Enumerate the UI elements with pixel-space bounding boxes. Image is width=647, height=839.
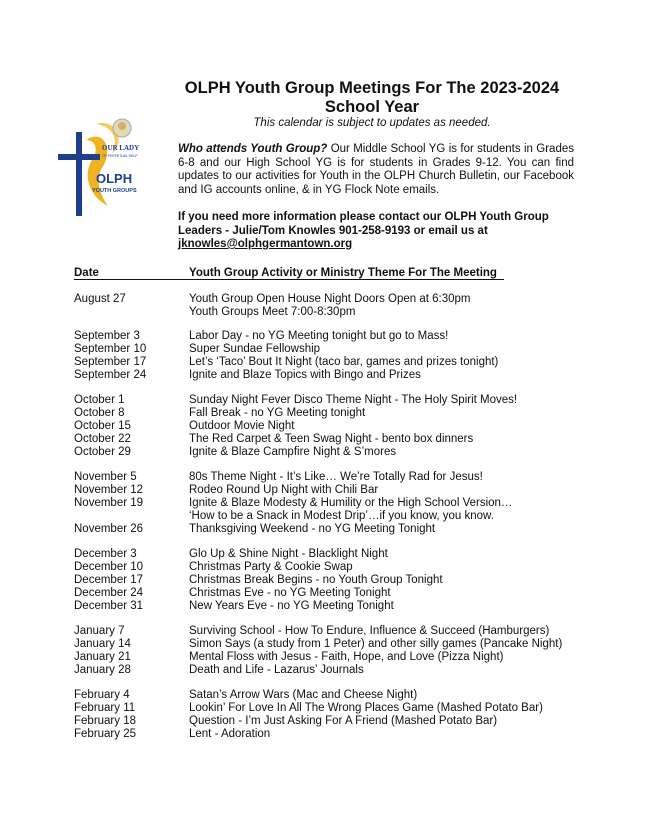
intro-lead: Who attends Youth Group?	[178, 143, 328, 155]
row-activity: Glo Up & Shine Night - Blacklight Night	[189, 548, 388, 560]
row-date: October 1	[74, 394, 125, 406]
row-date: September 3	[74, 330, 140, 342]
row-date: February 18	[74, 715, 137, 727]
row-activity: Lookin’ For Love In All The Wrong Places Game (Mashed Potato Bar)	[189, 702, 543, 714]
theme-column-header: Youth Group Activity or Ministry Theme For The Meeting	[189, 267, 497, 279]
logo-sub: YOUTH GROUPS	[92, 188, 137, 194]
row-activity: Surviving School - How To Endure, Influence & Succeed (Hamburgers)	[189, 625, 550, 637]
row-activity: Thanksgiving Weekend - no YG Meeting Tonight	[189, 523, 436, 535]
row-activity: Youth Group Open House Night Doors Open at 6:30pm	[189, 293, 471, 305]
intro-body: Our Middle School YG is for students in Grades 6-8 and our High School YG is for students in Grades 9-12. You can find updates to our activities for Youth in the OLPH Church Bulletin, our Facebook and IG accounts online, & in YG Flock Note emails.	[178, 143, 574, 196]
contact-email-link[interactable]: jknowles@olphgermantown.org	[178, 238, 353, 250]
row-date: October 29	[74, 446, 131, 458]
row-date: December 31	[74, 600, 144, 612]
row-date: February 25	[74, 728, 137, 740]
row-date: September 17	[74, 356, 147, 368]
row-date: December 17	[74, 574, 144, 586]
row-date: November 12	[74, 484, 144, 496]
row-activity: ‘How to be a Snack in Modest Drip’…if you know, you know.	[189, 510, 494, 522]
row-activity: 80s Theme Night - It’s Like… We’re Totally Rad for Jesus!	[189, 471, 483, 483]
row-activity: Ignite and Blaze Topics with Bingo and Prizes	[189, 369, 421, 381]
row-date: December 24	[74, 587, 144, 599]
row-date: January 28	[74, 664, 131, 676]
page-title: OLPH Youth Group Meetings For The 2023-2024 School Year	[184, 79, 560, 116]
row-activity: Super Sundae Fellowship	[189, 343, 321, 355]
row-activity: Christmas Break Begins - no Youth Group Tonight	[189, 574, 443, 586]
row-activity: The Red Carpet & Teen Swag Night - bento box dinners	[189, 433, 474, 445]
row-date: November 19	[74, 497, 144, 509]
row-activity: Question - I’m Just Asking For A Friend (Mashed Potato Bar)	[189, 715, 498, 727]
row-activity: Ignite & Blaze Modesty & Humility or the High School Version…	[189, 497, 513, 509]
row-activity: Satan’s Arrow Wars (Mac and Cheese Night)	[189, 689, 418, 701]
logo-our-lady: OUR LADY	[102, 144, 140, 152]
logo-perpetual-help: OF PERPETUAL HELP	[102, 154, 138, 158]
row-activity: Christmas Eve - no YG Meeting Tonight	[189, 587, 391, 599]
row-date: August 27	[74, 293, 126, 305]
row-activity: Death and Life - Lazarus’ Journals	[189, 664, 364, 676]
row-date: December 3	[74, 548, 137, 560]
row-date: September 10	[74, 343, 147, 355]
row-activity: Youth Groups Meet 7:00-8:30pm	[189, 306, 356, 318]
row-date: December 10	[74, 561, 144, 573]
row-activity: Fall Break - no YG Meeting tonight	[189, 407, 366, 419]
row-activity: Let’s ‘Taco’ Bout It Night (taco bar, games and prizes tonight)	[189, 356, 499, 368]
row-date: November 5	[74, 471, 137, 483]
row-activity: Simon Says (a study from 1 Peter) and other silly games (Pancake Night)	[189, 638, 563, 650]
page-subtitle: This calendar is subject to updates as needed.	[253, 117, 491, 129]
row-date: January 7	[74, 625, 125, 637]
row-activity: Mental Floss with Jesus - Faith, Hope, and Love (Pizza Night)	[189, 651, 504, 663]
row-date: October 22	[74, 433, 131, 445]
row-activity: Christmas Party & Cookie Swap	[189, 561, 353, 573]
row-date: February 11	[74, 702, 136, 714]
row-activity: Ignite & Blaze Campfire Night & S’mores	[189, 446, 397, 458]
row-activity: Lent - Adoration	[189, 728, 271, 740]
row-date: January 21	[74, 651, 131, 663]
row-date: October 15	[74, 420, 131, 432]
contact-text: If you need more information please contact our OLPH Youth Group Leaders - Julie/Tom Knowles 901-258-9193 or email us at	[178, 211, 549, 237]
row-activity: Sunday Night Fever Disco Theme Night - The Holy Spirit Moves!	[189, 394, 518, 406]
row-date: October 8	[74, 407, 125, 419]
row-activity: Rodeo Round Up Night with Chili Bar	[189, 484, 379, 496]
row-activity: Labor Day - no YG Meeting tonight but go to Mass!	[189, 330, 449, 342]
date-column-header: Date	[74, 267, 99, 279]
logo-brand: OLPH	[96, 171, 133, 186]
row-date: February 4	[74, 689, 130, 701]
row-activity: Outdoor Movie Night	[189, 420, 295, 432]
row-date: September 24	[74, 369, 147, 381]
row-activity: New Years Eve - no YG Meeting Tonight	[189, 600, 394, 612]
row-date: November 26	[74, 523, 144, 535]
row-date: January 14	[74, 638, 131, 650]
